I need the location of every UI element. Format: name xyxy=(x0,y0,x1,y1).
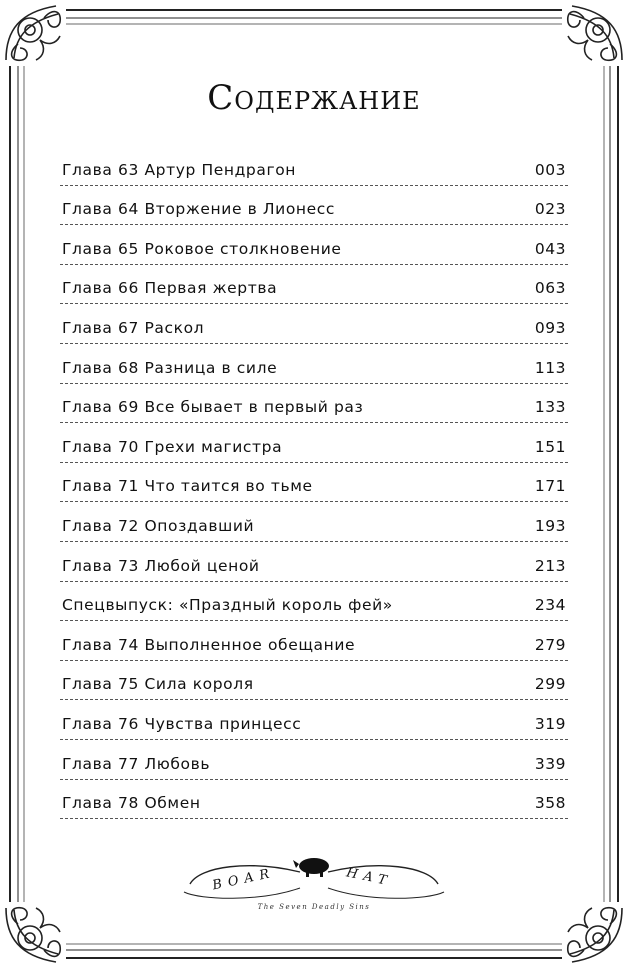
toc-entry-title: Глава 63 Артур Пендрагон xyxy=(62,160,297,179)
toc-entry xyxy=(60,304,568,344)
toc-entry-page-number: 213 xyxy=(534,556,566,575)
toc-entry-page-number: 279 xyxy=(534,635,566,654)
toc-entry-title: Глава 77 Любовь xyxy=(62,754,211,773)
boar-icon xyxy=(299,858,329,874)
toc-entry xyxy=(60,582,568,622)
toc-entry-title: Глава 76 Чувства принцесс xyxy=(62,714,302,733)
toc-entry xyxy=(60,186,568,226)
toc-entry-page-number: 063 xyxy=(534,279,566,298)
toc-entry-page-number: 043 xyxy=(534,239,566,258)
toc-entry-title: Глава 66 Первая жертва xyxy=(62,279,278,298)
toc-entry-page-number: 151 xyxy=(534,437,566,456)
toc-entry-page-number: 299 xyxy=(534,675,566,694)
toc-entry-title: Глава 78 Обмен xyxy=(62,794,201,813)
toc-entry-page-number: 358 xyxy=(534,794,566,813)
logo-right-word: HAT xyxy=(344,865,394,890)
toc-entry-page-number: 171 xyxy=(534,477,566,496)
toc-entry-title: Глава 75 Сила короля xyxy=(62,675,254,694)
toc-entry-page-number: 113 xyxy=(534,358,566,377)
toc-entry xyxy=(60,740,568,780)
corner-ornament-top-left xyxy=(2,2,66,66)
toc-entry xyxy=(60,384,568,424)
toc-entry xyxy=(60,265,568,305)
toc-entry xyxy=(60,780,568,820)
corner-ornament-top-right xyxy=(562,2,626,66)
toc-list xyxy=(60,146,568,819)
toc-entry xyxy=(60,423,568,463)
toc-entry xyxy=(60,700,568,740)
toc-entry xyxy=(60,502,568,542)
toc-entry-title: Глава 67 Раскол xyxy=(62,318,205,337)
toc-entry-title: Глава 74 Выполненное обещание xyxy=(62,635,356,654)
corner-ornament-bottom-right xyxy=(562,902,626,966)
toc-entry xyxy=(60,146,568,186)
toc-entry xyxy=(60,661,568,701)
toc-entry-title: Глава 68 Разница в силе xyxy=(62,358,278,377)
toc-entry-page-number: 339 xyxy=(534,754,566,773)
toc-entry-title: Глава 72 Опоздавший xyxy=(62,516,255,535)
toc-entry-page-number: 319 xyxy=(534,714,566,733)
toc-entry-title: Глава 69 Все бывает в первый раз xyxy=(62,398,364,417)
toc-entry-title: Глава 65 Роковое столкновение xyxy=(62,239,342,258)
toc-entry-page-number: 133 xyxy=(534,398,566,417)
toc-entry xyxy=(60,542,568,582)
toc-entry-title: Спецвыпуск: «Праздный король фей» xyxy=(62,596,393,615)
toc-entry-title: Глава 70 Грехи магистра xyxy=(62,437,283,456)
toc-entry-page-number: 193 xyxy=(534,516,566,535)
toc-entry-page-number: 234 xyxy=(534,596,566,615)
page-title: Содержание xyxy=(207,78,421,118)
toc-entry-page-number: 023 xyxy=(534,200,566,219)
toc-entry-title: Глава 64 Вторжение в Лионесс xyxy=(62,200,336,219)
toc-entry xyxy=(60,621,568,661)
toc-entry xyxy=(60,344,568,384)
toc-entry-title: Глава 73 Любой ценой xyxy=(62,556,260,575)
logo-left-word: BOAR xyxy=(211,865,277,894)
corner-ornament-bottom-left xyxy=(2,902,66,966)
toc-entry-title: Глава 71 Что таится во тьме xyxy=(62,477,313,496)
toc-entry-page-number: 093 xyxy=(534,318,566,337)
toc-entry-page-number: 003 xyxy=(534,160,566,179)
toc-entry xyxy=(60,463,568,503)
toc-entry xyxy=(60,225,568,265)
logo-subtitle: The Seven Deadly Sins xyxy=(257,903,371,911)
